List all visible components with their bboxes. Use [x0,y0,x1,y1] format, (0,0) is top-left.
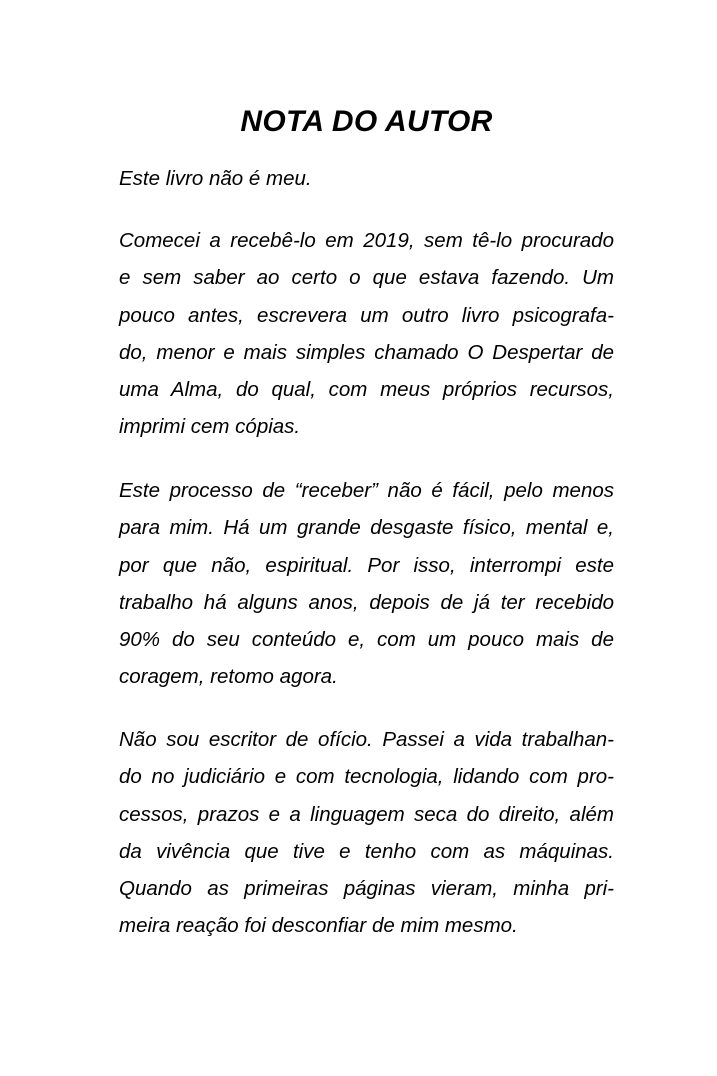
text-line: Este processo de “receber” não é fácil, pelo menos [119,479,614,502]
paragraph-1 [119,160,614,197]
text-line: 90% do seu conteúdo e, com um pouco mais de [119,628,614,652]
text-line: Comecei a recebê-lo em 2019, sem tê-lo procurado [119,229,614,252]
text-line: do no judiciário e com tecnologia, lidando com pro- [119,765,614,789]
paragraph-2 [119,222,614,446]
text-line: Quando as primeiras páginas vieram, minha pri- [119,877,614,901]
text-line: para mim. Há um grande desgaste físico, mental e, [119,516,614,540]
text-line: do, menor e mais simples chamado O Despertar de [119,340,614,364]
text-line: uma Alma, do qual, com meus próprios recursos, [119,378,614,402]
text-line: pouco antes, escrevera um outro livro psicografa- [119,303,614,327]
text-line: trabalho há alguns anos, depois de já ter recebido [119,590,614,614]
text-line: Não sou escritor de ofício. Passei a vida trabalhan- [119,728,614,751]
text-line: coragem, retomo agora. [119,665,338,689]
text-line: cessos, prazos e a linguagem seca do direito, além [119,802,614,826]
paragraph-4 [119,721,614,945]
page-title: NOTA DO AUTOR [240,105,493,138]
text-line: da vivência que tive e tenho com as máquinas. [119,839,614,863]
text-line: meira reação foi desconfiar de mim mesmo. [119,914,518,938]
text-line: Este livro não é meu. [119,167,312,190]
text-line: imprimi cem cópias. [119,415,301,439]
text-line: e sem saber ao certo o que estava fazendo. Um [119,266,614,290]
paragraph-3 [119,472,614,696]
text-line: por que não, espiritual. Por isso, interrompi este [119,553,614,577]
